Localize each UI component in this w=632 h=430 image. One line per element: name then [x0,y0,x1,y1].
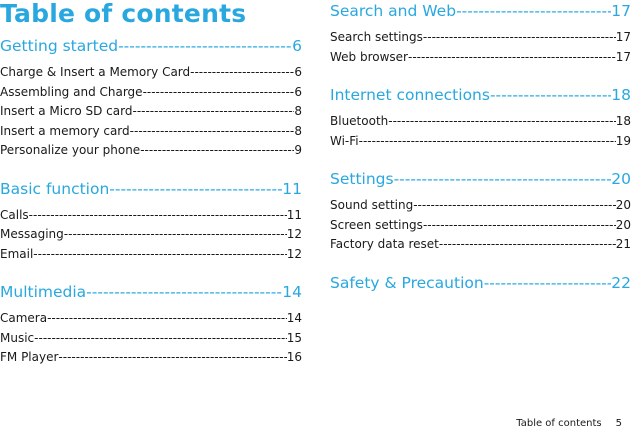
footer-page-number: 5 [615,418,622,429]
toc-column-right [330,0,631,311]
toc-entry[interactable]: Messaging ----- 12 [0,225,302,245]
toc-section [0,33,302,161]
toc-section-heading[interactable]: Basic function ----- 11 [0,176,302,202]
toc-section [0,279,302,368]
toc-entry[interactable]: Music ----- 15 [0,329,302,349]
page-title: Table of contents [0,0,247,28]
footer-label: Table of contents [516,418,602,429]
toc-section-heading[interactable]: Internet connections ----- 18 [330,82,631,108]
toc-entry[interactable]: Factory data reset ----- 21 [330,235,631,255]
toc-entry[interactable]: Email ----- 12 [0,245,302,265]
toc-entry[interactable]: Sound setting ----- 20 [330,196,631,216]
toc-entry[interactable]: Web browser ----- 17 [330,48,631,68]
toc-entry[interactable]: Insert a memory card ----- 8 [0,122,302,142]
toc-entry[interactable]: Screen settings ----- 20 [330,216,631,236]
toc-section-heading[interactable]: Search and Web ----- 17 [330,0,631,24]
toc-column-left [0,33,302,383]
toc-section [330,166,631,255]
toc-entry[interactable]: Insert a Micro SD card ----- 8 [0,102,302,122]
toc-section-heading[interactable]: Multimedia ----- 14 [0,279,302,305]
toc-section-heading[interactable]: Getting started ----- 6 [0,33,302,59]
toc-entry[interactable]: Assembling and Charge ----- 6 [0,83,302,103]
toc-entry[interactable]: Wi-Fi ----- 19 [330,132,631,152]
toc-section [330,270,631,296]
toc-entry[interactable]: Search settings ----- 17 [330,28,631,48]
toc-entry[interactable]: Bluetooth ----- 18 [330,112,631,132]
toc-section [330,0,631,67]
toc-section [0,176,302,265]
toc-section [330,82,631,151]
page-footer [516,418,622,429]
toc-entry[interactable]: Charge & Insert a Memory Card ----- 6 [0,63,302,83]
toc-entry[interactable]: Personalize your phone ----- 9 [0,141,302,161]
toc-entry[interactable]: FM Player ----- 16 [0,348,302,368]
toc-section-heading[interactable]: Settings ----- 20 [330,166,631,192]
toc-entry[interactable]: Camera ----- 14 [0,309,302,329]
toc-section-heading[interactable]: Safety & Precaution ----- 22 [330,270,631,296]
toc-entry[interactable]: Calls ----- 11 [0,206,302,226]
